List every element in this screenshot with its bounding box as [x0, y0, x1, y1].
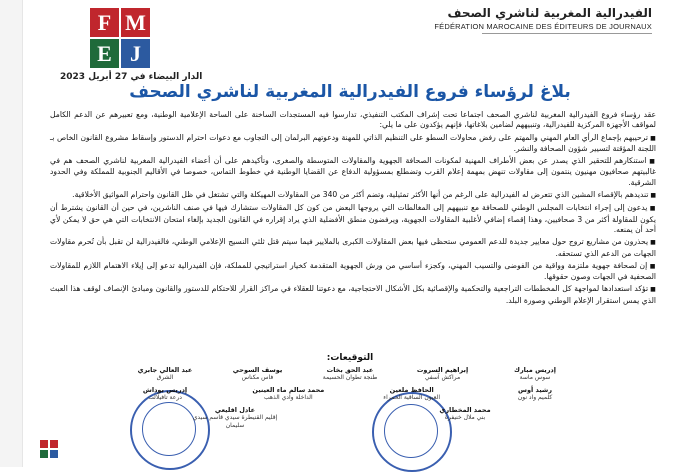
signatory	[120, 386, 210, 406]
signatory-region: طنجة تطوان الحسيمة	[322, 374, 378, 381]
intro-paragraph: عقد رؤساء فروع الفيدرالية المغربية لناشري الصحف اجتماعا تحت إشراف المكتب التنفيذي، تدارسوا فيه المستجدات الساخنة على الساحة الإعلامية الوطنية، ومع تعبيرهم عن الدعم الكامل لمواقف الأجهزة المركزية للفيدرالية، وتنبيههم لضامين بلاغاتها، فإنهم يؤكدون على ما يلي:	[50, 110, 656, 130]
signatory-name: عبد العالي جابري	[137, 366, 193, 374]
signatory-region: كلميم واد نون	[517, 394, 553, 401]
signatory-region: درعة تافيلالت	[148, 394, 182, 401]
point-3: ■ تنديدهم بالإقصاء المشين الذي تتعرض له الفيدرالية على الرغم من أنها الأكثر تمثيلية، وتضم أكثر من 340 من المقاولات المهيكلة والتي تشتغل في ظل القانون واحترام المواثيق الأخلاقية.	[50, 190, 656, 201]
signatory-name: إبراهيم السروت	[416, 366, 469, 374]
signatory-region: فاس مكناس	[241, 374, 274, 381]
logo-letter-f: F	[90, 8, 119, 37]
page-title: بلاغ لرؤساء فروع الفيدرالية المغربية لناشري الصحف	[129, 82, 571, 102]
point-5: ■ يحذرون من مشاريع تروج حول معايير جديدة للدعم العمومي ستحظى فيها بعض المقاولات الكبرى بالملايير فيما سيتم قتل ثلثي النسيج الإعلامي الوطني، فالفيدرالية لن تقبل بأن تُحرم مقاولات الجهات من الدعم الذي تستحقه.	[50, 237, 656, 259]
page-edge	[0, 0, 23, 467]
signatory-region: مراكش آسفي	[424, 374, 461, 381]
org-name-arabic: الفيدرالية المغربية لناشري الصحف	[447, 6, 652, 20]
point-1: ■ ترحيبهم بإجماع الرأي العام المهني والمهتم على رفض محاولات السطو على التنظيم الذاتي للمهنة ودعوتهم البرلمان إلى التجاوب مع دعوات احترام الدستور وإسقاط مشروع القانون الخاص بـ اللجنة المؤقتة لتسيير شؤون الصحافة والنشر.	[50, 133, 656, 155]
signatures-title: التوقيعات:	[326, 353, 374, 363]
signatory-region: بني ملال خنيفرة	[444, 414, 486, 421]
signature-row	[120, 406, 580, 429]
signatory	[398, 366, 488, 386]
signatory-region: سوس ماسة	[519, 374, 551, 381]
signatory-region: العيون الساقية الحمراء	[383, 394, 441, 401]
signatory-region: الشرق	[156, 374, 174, 381]
signatory-name: إدريس بوداش	[142, 386, 188, 394]
point-7: ■ تؤكد استعدادها لمواجهة كل المخططات التراجعية والتحكمية والإقصائية بكل الأشكال الاحتجاجية، مع دعوتنا للعقلاء في مراكز القرار للاحتكام للدستور والقانون ومبادئ الإنصاف لوقف هذا العبث الذي يمس استقرار الإعلام الوطني وصورة البلد.	[50, 284, 656, 306]
signatory	[305, 366, 395, 386]
signatory-name: رشيد أوس	[517, 386, 553, 394]
logo-letter-j: J	[121, 39, 150, 68]
logo-letter-e: E	[90, 39, 119, 68]
signatory	[120, 366, 210, 386]
signatory-name: عادل اقليعي	[214, 406, 256, 414]
org-name-french: FÉDÉRATION MAROCAINE DES ÉDITEURS DE JOURNAUX	[434, 22, 652, 31]
signatory	[490, 386, 580, 406]
signatory-name: إدريس مبارك	[513, 366, 556, 374]
signatory-name: محمد سالم ماء العينين	[252, 386, 325, 394]
footer-logo	[40, 440, 58, 458]
logo-letter-m: M	[121, 8, 150, 37]
signatory	[213, 366, 303, 386]
signatory	[243, 386, 333, 406]
signatory-name: عبد الحق بخات	[326, 366, 374, 374]
signatory-region: إقليم القنيطرة سيدي قاسم سيدي سليمان	[192, 414, 278, 429]
signatory-name: الحافظ ملعين	[389, 386, 434, 394]
header-divider	[482, 33, 652, 34]
signatory	[190, 406, 280, 429]
point-2: ■ استنكارهم للتحقير الذي يصدر عن بعض الأطراف المهنية لمكونات الصحافة الجهوية والمقاولات المتوسطة والصغرى، وتأكيدهم على أن أعضاء الفيدرالية المغربية لناشري الصحف هم في غالبيتهم صحافيون مهنيون ينتمون إلى مقاولات تنهض بمهمة إعلام القرب وتضطلع بمسؤولية الدفاع عن القضايا الوطنية في خطوط التماس، خصوصا في الأقاليم الجنوبية للمملكة وفي الحدود الشرقية.	[50, 156, 656, 188]
point-6: ■ إن لصحافة جهوية ملتزمة وواقية من الفوضى والتسيب المهني، وكجزء أساسي من ورش الجهوية المتقدمة كخيار استراتيجي للمملكة، فإن الفيدرالية تدعو إلى إيلاء الاهتمام اللازم للمقاولات الصحفية في الجهات وصون حقوقها.	[50, 261, 656, 283]
signature-row	[120, 386, 580, 406]
signatory	[420, 406, 510, 426]
signatory-region: الداخلة وادي الذهب	[264, 394, 313, 401]
signatures-block	[120, 366, 580, 429]
signatory-name: يوسف السوحي	[232, 366, 283, 374]
signatory	[367, 386, 457, 406]
release-body	[50, 110, 656, 308]
point-4: ■ يدعون إلى إجراء انتخابات المجلس الوطني للصحافة مع تنبيههم إلى المغالطات التي يروجها البعض من كون كل المقاولات ستشارك فيها في صنف الناشرين، في حين أن القانون يشترط أن يكون للمقاولة أكثر من 3 صحافيين، وهذا إقصاء إضافي لأغلبية المقاولات الجهوية، ويرفضون منطق الأفضلية الذي يراد إقراره في القانون الجديد بإلغاء امتحان الانتخابات التي هي حق لا يمكن لأي أحد أن يمنعه.	[50, 203, 656, 235]
release-date: الدار البيضاء في 27 أبريل 2023	[60, 72, 203, 82]
signatory-name: محمد المخطاري	[439, 406, 491, 414]
fmej-logo	[90, 8, 152, 70]
signatory	[490, 366, 580, 386]
signature-row	[120, 366, 580, 386]
